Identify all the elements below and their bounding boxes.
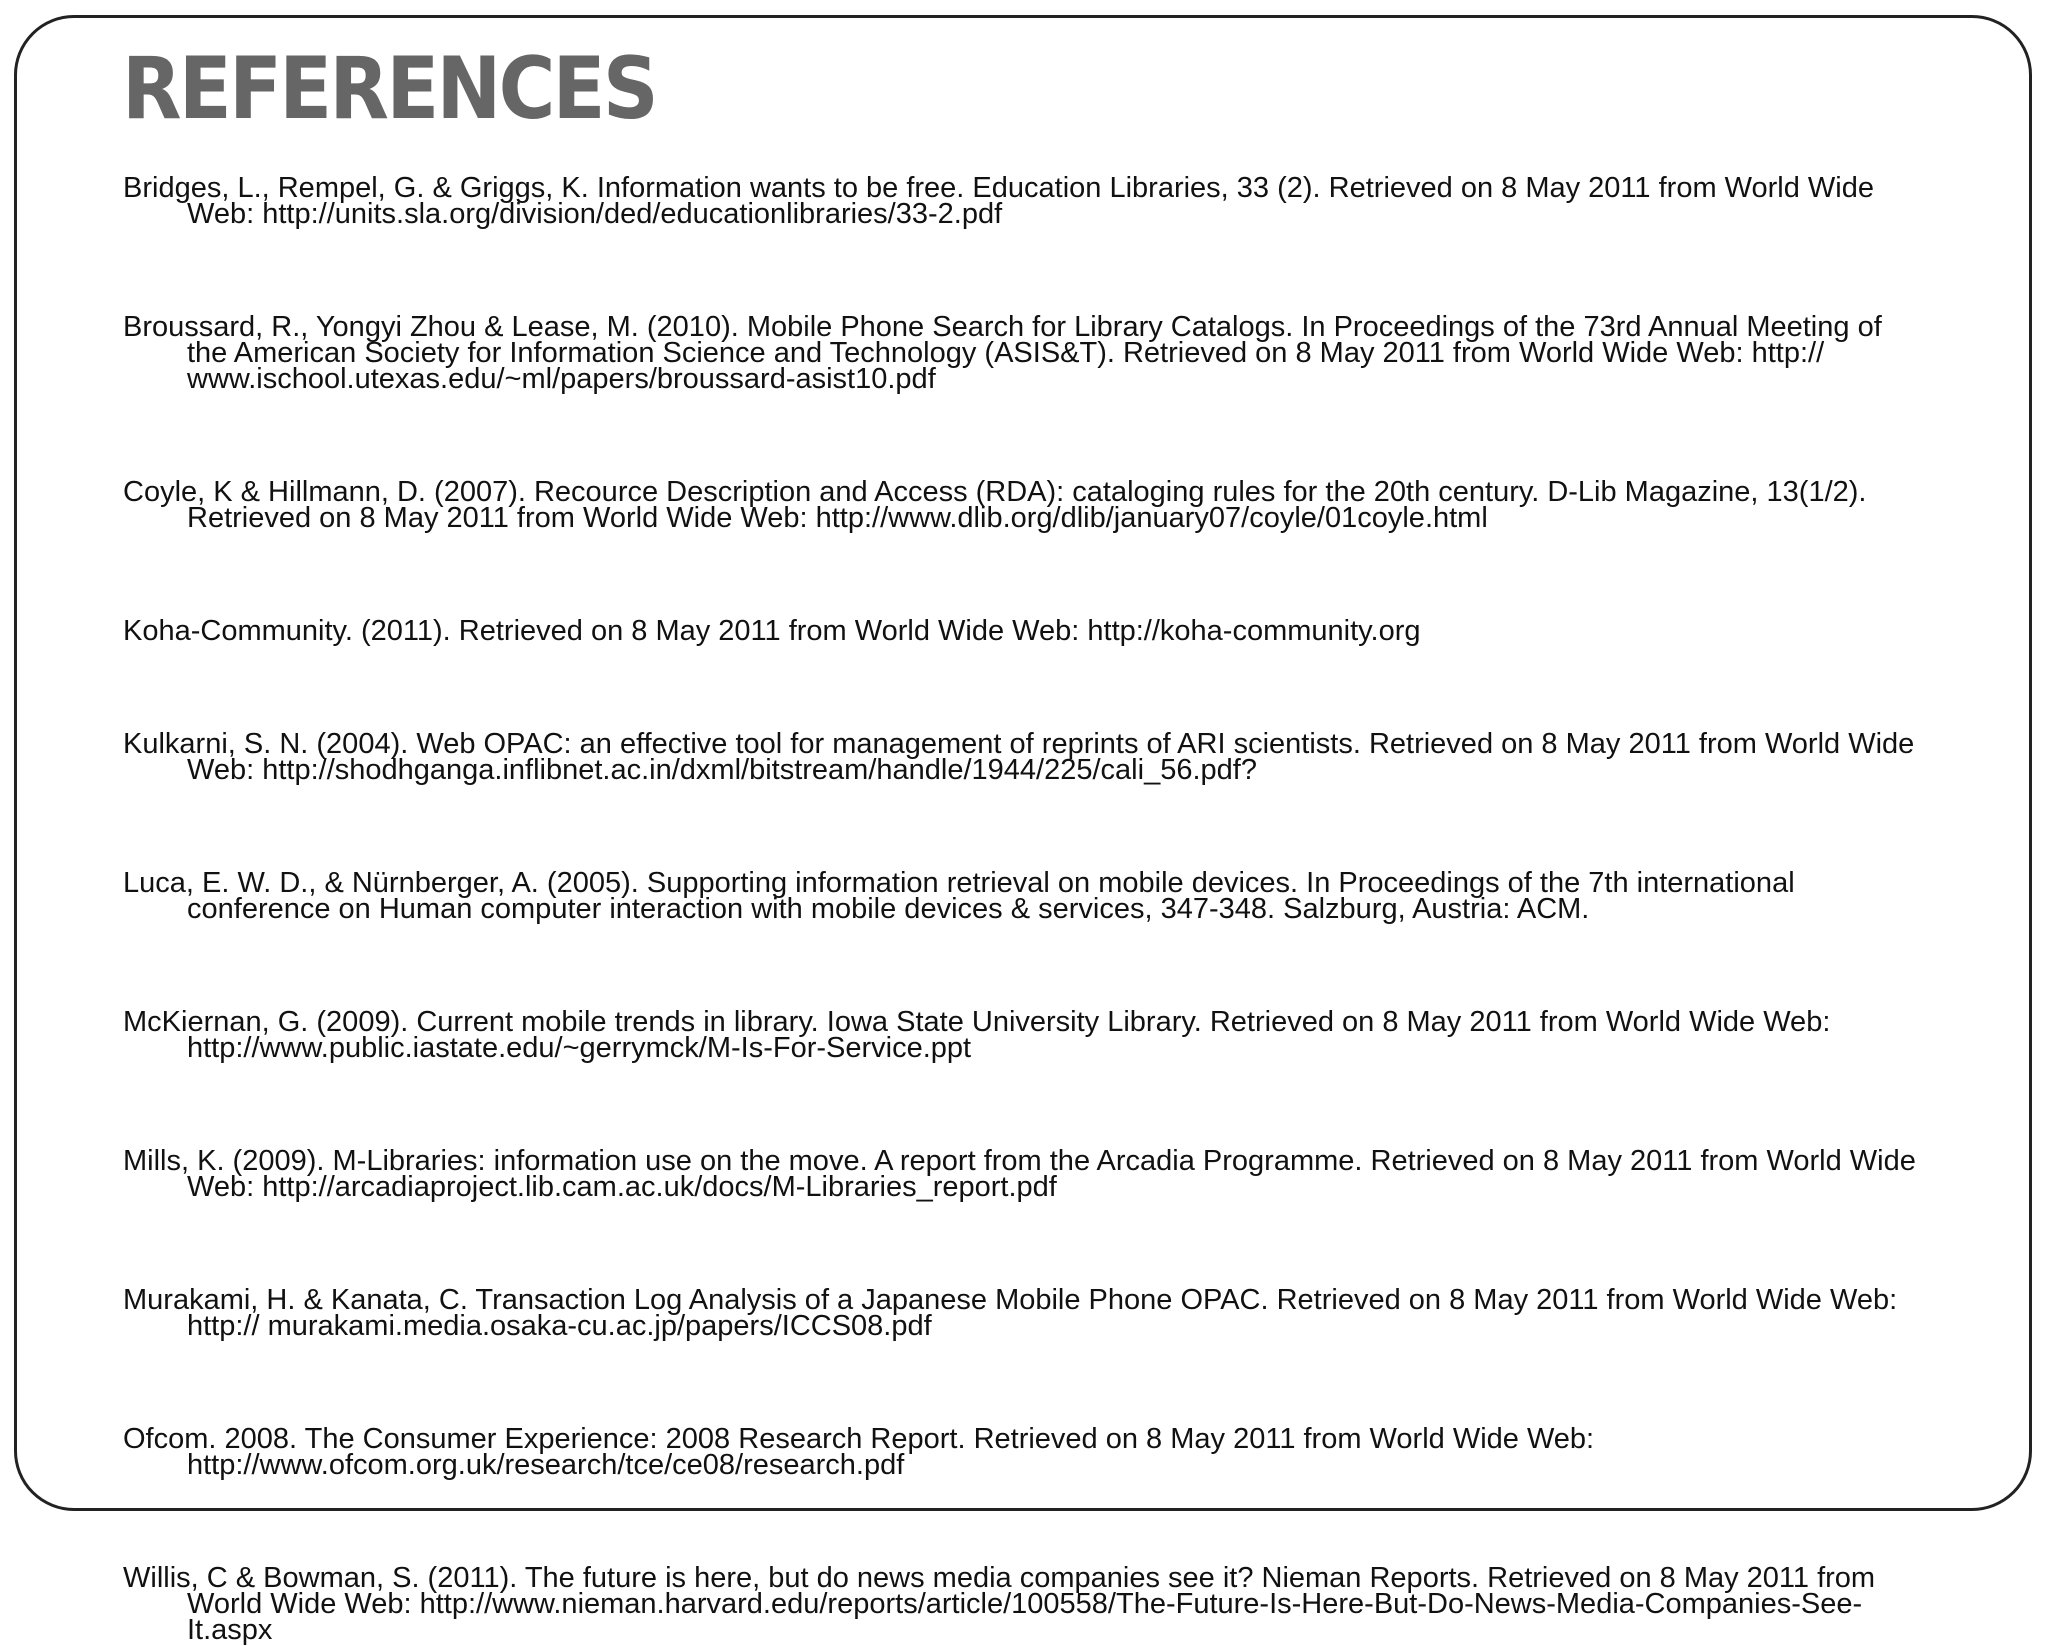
reference-item-luca: Luca, E. W. D., & Nürnberger, A. (2005). Supporting information retrieval on mobile devices. In Proceedings of the 7th international conference on Human computer interaction with mobile devices & services, 347-348. Salzburg, Austria: ACM.	[123, 867, 1795, 925]
reference-item-coyle: Coyle, K & Hillmann, D. (2007). Recource Description and Access (RDA): cataloging rules for the 20th century. D-Lib Magazine, 13(1/2). Retrieved on 8 May 2011 from World Wide Web: http://www.dlib.org/dlib/january07/coyle/01coyle.html	[123, 476, 1867, 534]
reference-item-murakami: Murakami, H. & Kanata, C. Transaction Log Analysis of a Japanese Mobile Phone OPAC. Retrieved on 8 May 2011 from World Wide Web: http:// murakami.media.osaka-cu.ac.jp/papers/ICCS08.pdf	[123, 1284, 1898, 1342]
reference-list	[123, 172, 1923, 1646]
reference-item-kulkarni: Kulkarni, S. N. (2004). Web OPAC: an effective tool for management of reprints of ARI scientists. Retrieved on 8 May 2011 from World Wide Web: http://shodhganga.inflibnet.ac.in/dxml/bitstream/handle/1944/225/cali_56.pdf?	[123, 728, 1915, 786]
reference-item-willis: Willis, C & Bowman, S. (2011). The future is here, but do news media companies see it? Nieman Reports. Retrieved on 8 May 2011 from World Wide Web: http://www.nieman.harvard.edu/reports/article/100558/The-Future-Is-Here-But-Do-News-Media-Companies-See-It.aspx	[123, 1562, 1876, 1646]
reference-item-mills: Mills, K. (2009). M-Libraries: information use on the move. A report from the Arcadia Programme. Retrieved on 8 May 2011 from World Wide Web: http://arcadiaproject.lib.cam.ac.uk/docs/M-Libraries_report.pdf	[123, 1145, 1916, 1203]
reference-item-mckiernan: McKiernan, G. (2009). Current mobile trends in library. Iowa State University Library. Retrieved on 8 May 2011 from World Wide Web: http://www.public.iastate.edu/~gerrymck/M-Is-For-Service.ppt	[123, 1006, 1831, 1064]
reference-item-ofcom: Ofcom. 2008. The Consumer Experience: 2008 Research Report. Retrieved on 8 May 2011 from World Wide Web: http://www.ofcom.org.uk/research/tce/ce08/research.pdf	[123, 1423, 1595, 1481]
reference-item-koha: Koha-Community. (2011). Retrieved on 8 May 2011 from World Wide Web: http://koha-community.org	[123, 615, 1421, 647]
page-title: REFERENCES	[122, 39, 656, 139]
reference-item-bridges: Bridges, L., Rempel, G. & Griggs, K. Information wants to be free. Education Libraries, 33 (2). Retrieved on 8 May 2011 from World Wide Web: http://units.sla.org/division/ded/educationlibraries/33-2.pdf	[123, 172, 1874, 230]
reference-item-broussard: Broussard, R., Yongyi Zhou & Lease, M. (2010). Mobile Phone Search for Library Catalogs. In Proceedings of the 73rd Annual Meeting of the American Society for Information Science and Technology (ASIS&T). Retrieved on 8 May 2011 from World Wide Web: http:// www.ischool.utexas.edu/~ml/papers/broussard-asist10.pdf	[123, 311, 1882, 395]
